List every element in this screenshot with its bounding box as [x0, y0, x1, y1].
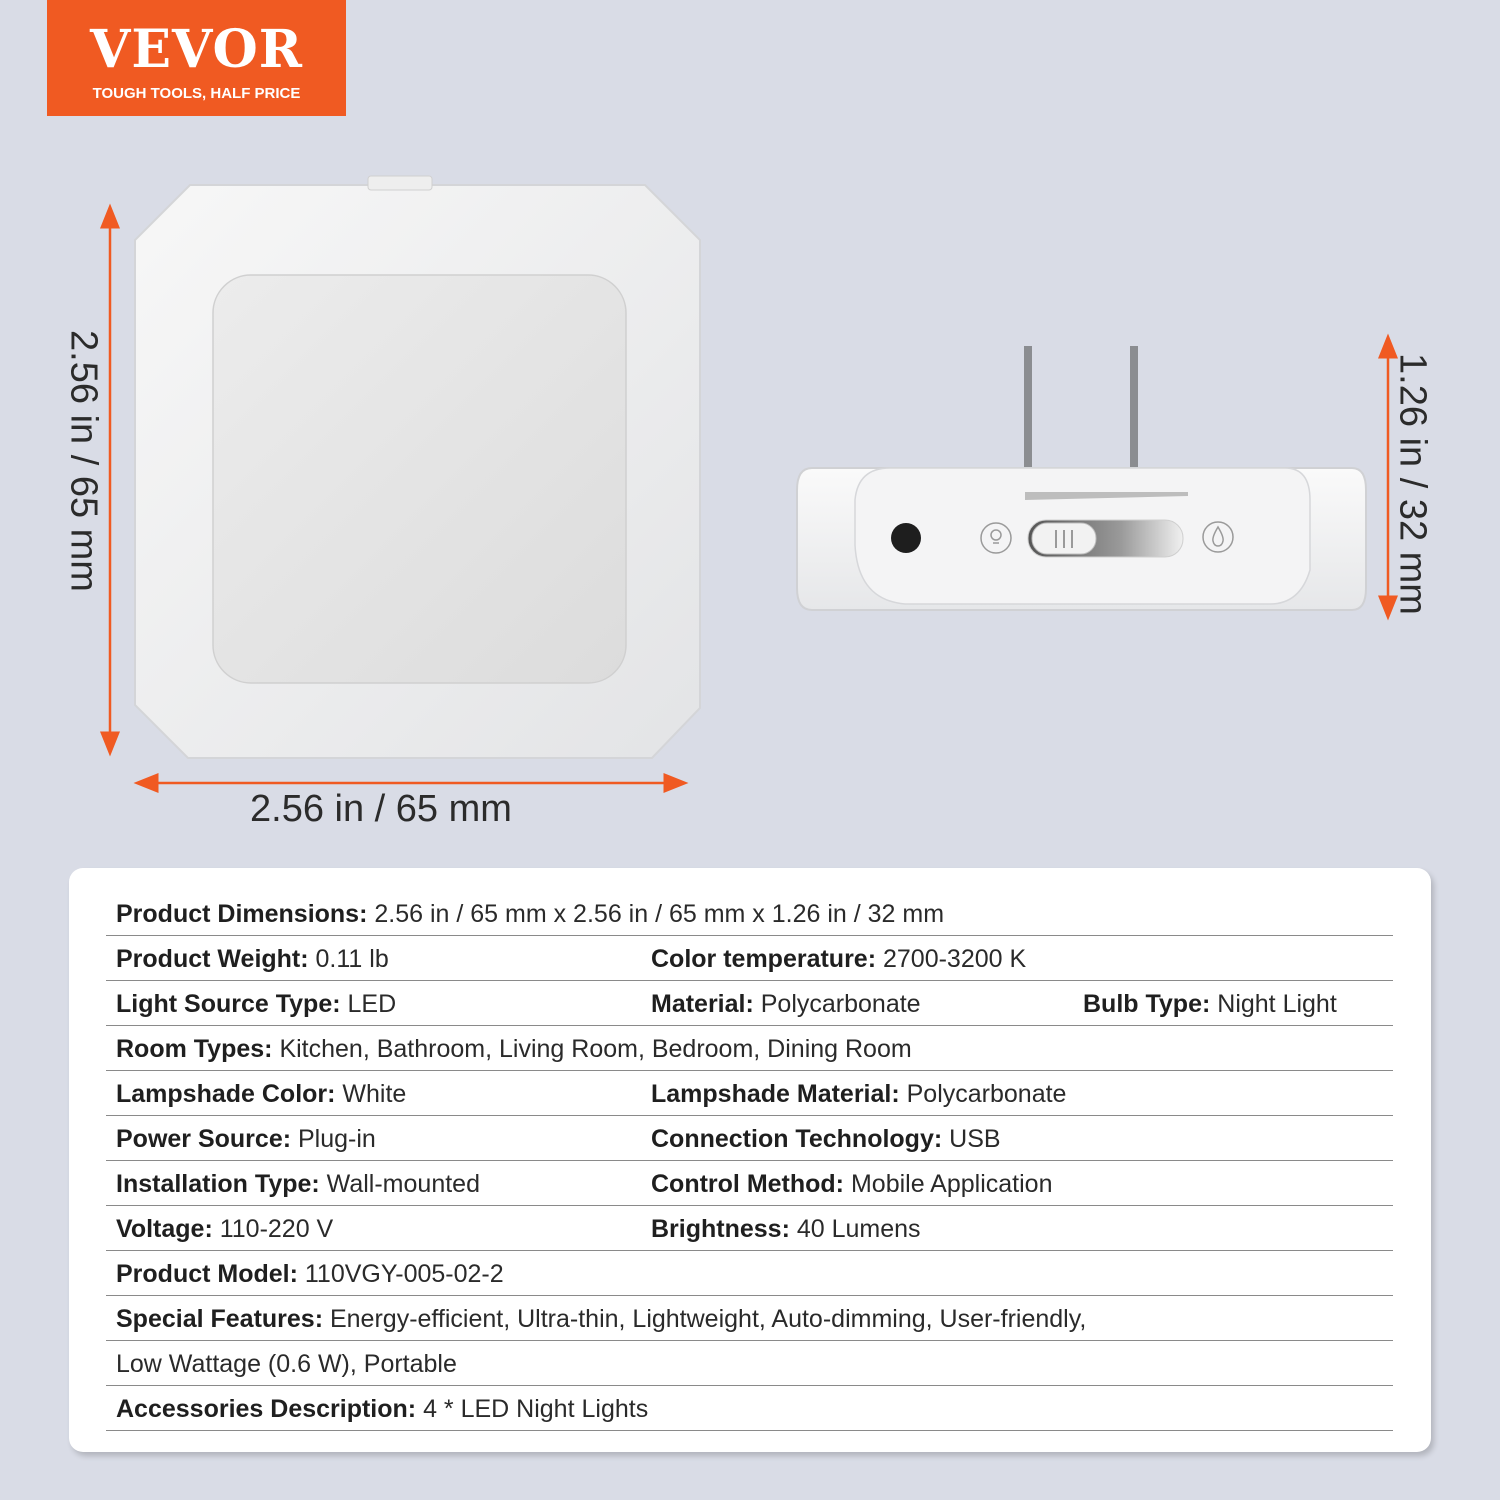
spec-row: [106, 891, 1393, 936]
spec-control-method: [651, 1170, 1052, 1199]
spec-connection-technology: [651, 1125, 1001, 1154]
spec-row: [106, 1206, 1393, 1251]
spec-value: Energy-efficient, Ultra-thin, Lightweight, Auto-dimming, User-friendly,: [323, 1305, 1087, 1333]
spec-label: Control Method:: [651, 1170, 845, 1198]
spec-label: Product Dimensions:: [116, 900, 368, 928]
plug-prong: [1130, 346, 1138, 470]
spec-label: Special Features:: [116, 1305, 324, 1333]
spec-value: 2.56 in / 65 mm x 2.56 in / 65 mm x 1.26 in / 32 mm: [367, 900, 945, 928]
depth-label: 1.26 in / 32 mm: [1391, 353, 1434, 615]
spec-label: Bulb Type:: [1083, 990, 1211, 1018]
spec-product-dimensions: [116, 900, 944, 929]
spec-row: [106, 1296, 1393, 1341]
spec-label: Accessories Description:: [116, 1395, 417, 1423]
spec-label: Color temperature:: [651, 945, 877, 973]
spec-voltage: [116, 1215, 333, 1244]
night-light-side-view: [797, 346, 1366, 610]
spec-room-types: [116, 1035, 912, 1064]
lampshade: [213, 275, 626, 683]
spec-lampshade-material: [651, 1080, 1066, 1109]
spec-value: 110VGY-005-02-2: [297, 1260, 504, 1288]
spec-value: 0.11 lb: [308, 945, 389, 973]
spec-row: [106, 1341, 1393, 1386]
spec-row: [106, 1386, 1393, 1431]
spec-label: Material:: [651, 990, 754, 1018]
spec-row: [106, 1161, 1393, 1206]
spec-lampshade-color: [116, 1080, 406, 1109]
spec-row: [106, 1071, 1393, 1116]
spec-card: [69, 868, 1431, 1452]
logo-tagline: TOUGH TOOLS, HALF PRICE: [92, 85, 301, 102]
spec-bulb-type: [1083, 990, 1337, 1019]
spec-value: Plug-in: [291, 1125, 376, 1153]
height-label: 2.56 in / 65 mm: [62, 330, 105, 592]
spec-special-features: [116, 1305, 1086, 1334]
spec-label: Lampshade Color:: [116, 1080, 336, 1108]
spec-label: Product Weight:: [116, 945, 309, 973]
spec-light-source-type: [116, 990, 396, 1019]
logo-brand: VEVOR: [90, 19, 303, 80]
spec-installation-type: [116, 1170, 480, 1199]
spec-row: [106, 1251, 1393, 1296]
spec-value: LED: [340, 990, 397, 1018]
width-label: 2.56 in / 65 mm: [250, 788, 512, 830]
spec-label: Brightness:: [651, 1215, 790, 1243]
spec-material: [651, 990, 921, 1019]
spec-label: Installation Type:: [116, 1170, 320, 1198]
spec-value: 40 Lumens: [789, 1215, 921, 1243]
spec-label: Connection Technology:: [651, 1125, 943, 1153]
spec-label: Room Types:: [116, 1035, 273, 1063]
spec-label: Power Source:: [116, 1125, 292, 1153]
spec-label: Light Source Type:: [116, 990, 341, 1018]
spec-accessories-description: [116, 1395, 648, 1424]
spec-value: Polycarbonate: [899, 1080, 1067, 1108]
spec-value: USB: [942, 1125, 1001, 1153]
night-light-front-view: [135, 176, 700, 758]
spec-row: [106, 936, 1393, 981]
spec-value: Wall-mounted: [319, 1170, 480, 1198]
spec-color-temperature: [651, 945, 1026, 974]
spec-label: Lampshade Material:: [651, 1080, 900, 1108]
spec-value: White: [335, 1080, 407, 1108]
spec-special-features-continued: [116, 1350, 457, 1379]
spec-value: Mobile Application: [844, 1170, 1053, 1198]
spec-power-source: [116, 1125, 376, 1154]
light-sensor: [891, 523, 921, 553]
spec-value: 110-220 V: [212, 1215, 334, 1243]
spec-label: Voltage:: [116, 1215, 213, 1243]
spec-value: 2700-3200 K: [876, 945, 1027, 973]
spec-value: Polycarbonate: [753, 990, 921, 1018]
spec-row: [106, 1026, 1393, 1071]
spec-row: [106, 1116, 1393, 1161]
spec-value: Kitchen, Bathroom, Living Room, Bedroom, Dining Room: [272, 1035, 912, 1063]
spec-label: Product Model:: [116, 1260, 298, 1288]
spec-brightness: [651, 1215, 921, 1244]
spec-product-weight: [116, 945, 389, 974]
spec-product-model: [116, 1260, 504, 1289]
spec-value: 4 * LED Night Lights: [416, 1395, 649, 1423]
spec-value: Low Wattage (0.6 W), Portable: [116, 1350, 457, 1378]
spec-value: Night Light: [1210, 990, 1337, 1018]
spec-table: [106, 891, 1393, 1431]
spec-row: [106, 981, 1393, 1026]
plug-prong: [1024, 346, 1032, 470]
